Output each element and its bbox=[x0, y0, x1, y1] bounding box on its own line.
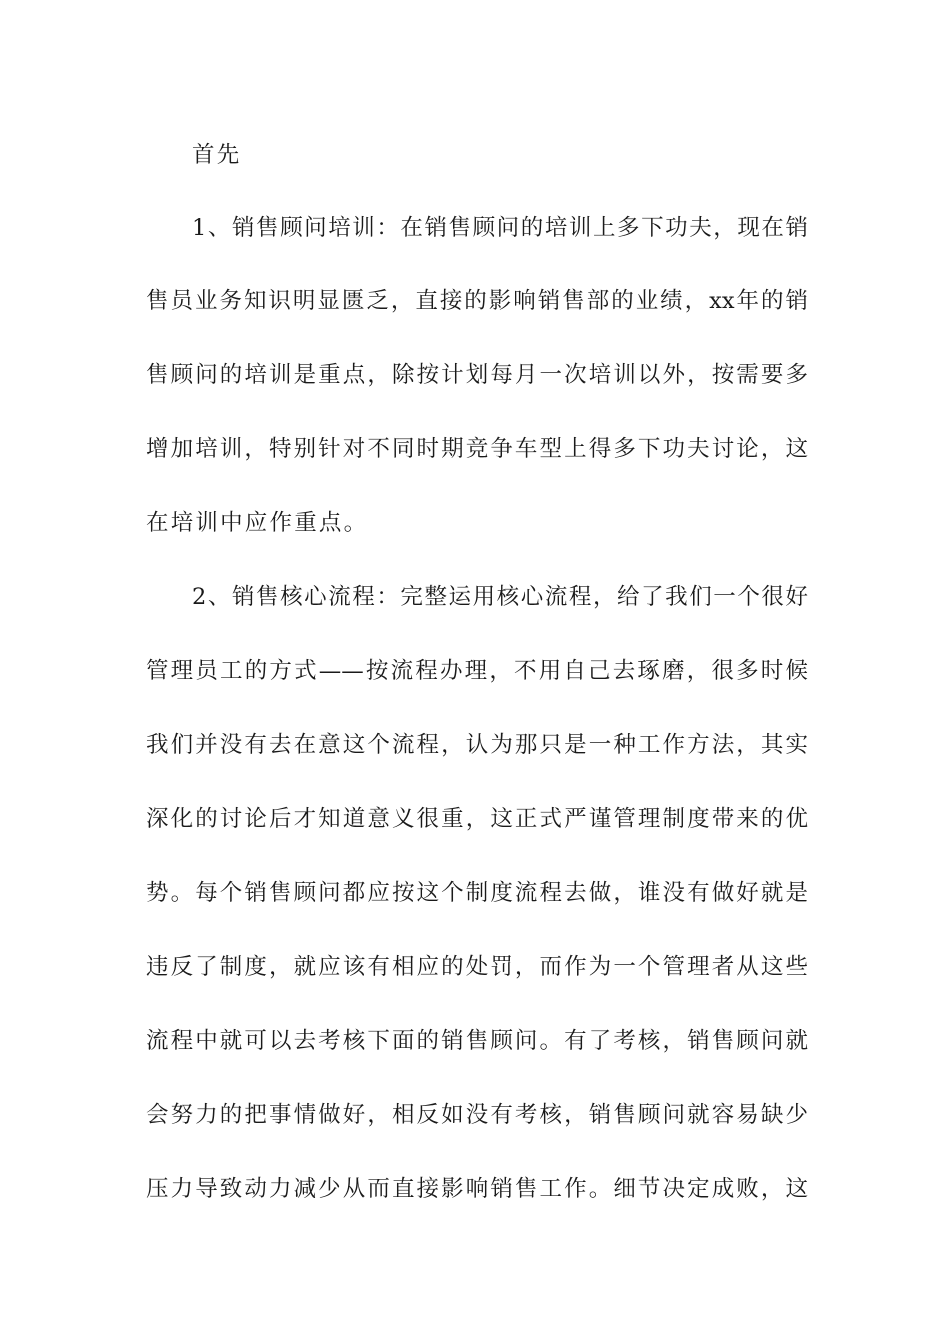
paragraph-line: 压力导致动力减少从而直接影响销售工作。细节决定成败，这 bbox=[146, 1176, 808, 1202]
paragraph-line: 流程中就可以去考核下面的销售顾问。有了考核，销售顾问就 bbox=[146, 1028, 808, 1054]
paragraph-line: 2、销售核心流程：完整运用核心流程，给了我们一个很好 bbox=[192, 584, 808, 610]
paragraph-line: 我们并没有去在意这个流程，认为那只是一种工作方法，其实 bbox=[146, 732, 808, 758]
paragraph-line: 售员业务知识明显匮乏，直接的影响销售部的业绩，xx年的销 bbox=[146, 288, 808, 314]
paragraph-line: 1、销售顾问培训：在销售顾问的培训上多下功夫，现在销 bbox=[192, 215, 808, 241]
paragraph-line: 管理员工的方式——按流程办理，不用自己去琢磨，很多时候 bbox=[146, 658, 808, 684]
paragraph-line: 深化的讨论后才知道意义很重，这正式严谨管理制度带来的优 bbox=[146, 806, 808, 832]
paragraph-line: 违反了制度，就应该有相应的处罚，而作为一个管理者从这些 bbox=[146, 954, 808, 980]
paragraph-line: 势。每个销售顾问都应按这个制度流程去做，谁没有做好就是 bbox=[146, 880, 808, 906]
paragraph-line: 售顾问的培训是重点，除按计划每月一次培训以外，按需要多 bbox=[146, 362, 808, 388]
paragraph-line: 在培训中应作重点。 bbox=[146, 510, 369, 536]
section-heading: 首先 bbox=[192, 142, 242, 168]
paragraph-line: 会努力的把事情做好，相反如没有考核，销售顾问就容易缺少 bbox=[146, 1102, 808, 1128]
paragraph-line: 增加培训，特别针对不同时期竞争车型上得多下功夫讨论，这 bbox=[146, 436, 808, 462]
